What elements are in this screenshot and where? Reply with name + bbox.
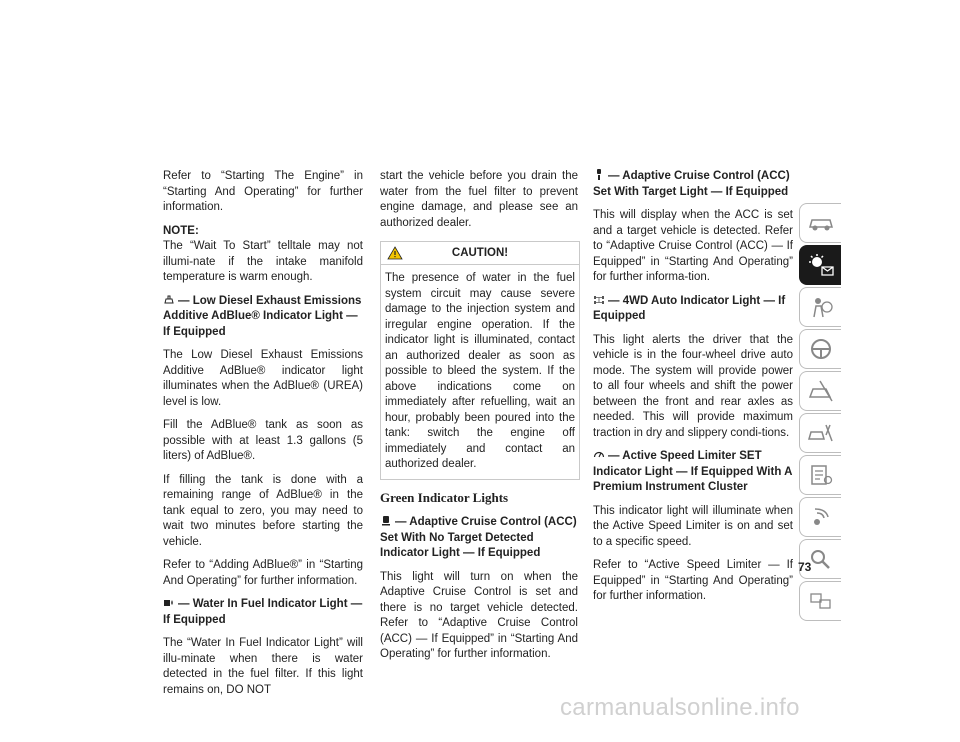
- section-title: Green Indicator Lights: [380, 489, 509, 505]
- paragraph: Fill the AdBlue® tank as soon as possible with at least 1.3 gallons (5 liters) of AdBlue®.: [163, 419, 363, 462]
- car-overview-icon: [806, 212, 836, 234]
- acc-target-icon: [593, 169, 605, 180]
- paragraph: Refer to “Active Speed Limiter — If Equipped” in “Starting And Operating” for further information.: [593, 559, 793, 602]
- paragraph: This will display when the ACC is set and a target vehicle is detected. Refer to “Adaptive Cruise Control (ACC) — If Equipped” in “Starting And Operating” for further informa-tion.: [593, 209, 793, 283]
- note-text: The “Wait To Start” telltale may not illumi-nate if the intake manifold temperature is warm enough.: [163, 240, 363, 283]
- dashboard-lights-icon: [806, 253, 836, 277]
- heading-acc-target: — Adaptive Cruise Control (ACC) Set With Target Light — If Equipped: [593, 170, 790, 198]
- heading-acc-no-target: — Adaptive Cruise Control (ACC) Set With No Target Detected Indicator Light — If Equipped: [380, 516, 577, 559]
- multimedia-icon: [806, 505, 836, 529]
- water-in-fuel-icon: [163, 597, 175, 608]
- heading-water-in-fuel: — Water In Fuel Indicator Light — If Equipped: [163, 598, 363, 626]
- 4wd-auto-icon: [593, 294, 605, 305]
- tab-safety[interactable]: [799, 287, 841, 327]
- caution-title: CAUTION!: [451, 247, 509, 259]
- paragraph: This indicator light will illuminate when the Active Speed Limiter is on and set to a specific speed.: [593, 504, 793, 548]
- heading-4wd-auto: — 4WD Auto Indicator Light — If Equipped: [593, 294, 786, 322]
- tab-car-overview[interactable]: [799, 203, 841, 243]
- steering-wheel-icon: [806, 337, 836, 361]
- column-right: [593, 169, 793, 613]
- paragraph: Refer to “Starting The Engine” in “Starting And Operating” for further information.: [163, 170, 363, 213]
- heading-adblue: — Low Diesel Exhaust Emissions Additive AdBlue® Indicator Light — If Equipped: [163, 294, 362, 338]
- tab-languages[interactable]: [799, 581, 841, 621]
- emergency-icon: [806, 379, 836, 403]
- caution-text: The presence of water in the fuel system circuit may cause severe damage to the injection system and irregular engine operation. If the indicator light is illuminated, contact an authorized dealer as soon as possible to bleed the system. If the above indications come on immediately after refuelling, wait an hour, probably been poured into the tank: switch the engine off immediately and contact an authorized dealer.: [385, 272, 575, 470]
- caution-box: [380, 241, 580, 480]
- tab-emergency[interactable]: [799, 371, 841, 411]
- caution-header: [381, 242, 579, 265]
- heading-speed-limiter: — Active Speed Limiter SET Indicator Light — If Equipped With A Premium Instrument Cluster: [593, 450, 792, 493]
- acc-no-target-icon: [380, 515, 392, 526]
- paragraph: This light will turn on when the Adaptive Cruise Control is set and there is no target vehicle detected. Refer to “Adaptive Cruise Control (ACC) — If Equipped” in “Starting And Operating” for further information.: [380, 570, 578, 660]
- column-middle: [380, 169, 578, 671]
- specifications-icon: [806, 463, 836, 487]
- watermark: carmanualsonline.info: [560, 694, 800, 721]
- languages-icon: [806, 589, 836, 613]
- note-label: NOTE:: [163, 224, 199, 237]
- tab-starting-operating[interactable]: [799, 329, 841, 369]
- safety-airbag-icon: [806, 295, 836, 319]
- paragraph: The Low Diesel Exhaust Emissions Additive AdBlue® indicator light illuminates when the AdBlue® (UREA) level is low.: [163, 349, 363, 408]
- servicing-icon: [806, 421, 836, 445]
- paragraph: This light alerts the driver that the vehicle is in the four-wheel drive auto mode. The system will provide power to all four wheels and shift the power between the front and rear axles as needed. This will provide maximum traction in dry and slippery condi-tions.: [593, 333, 793, 439]
- speed-limiter-icon: [593, 449, 605, 460]
- column-left: [163, 169, 363, 706]
- paragraph: Refer to “Adding AdBlue®” in “Starting And Operating” for further information.: [163, 559, 363, 587]
- adblue-icon: [163, 294, 175, 305]
- paragraph: start the vehicle before you drain the water from the fuel filter to prevent engine damage, and please see an authorized dealer.: [380, 170, 578, 229]
- tab-servicing[interactable]: [799, 413, 841, 453]
- tab-dashboard-lights[interactable]: [799, 245, 841, 285]
- paragraph: The “Water In Fuel Indicator Light” will illu-minate when there is water detected in the fuel filter. If this light remains on, DO NOT: [163, 637, 363, 696]
- tab-specifications[interactable]: [799, 455, 841, 495]
- page-number: 73: [798, 560, 812, 574]
- tab-multimedia[interactable]: [799, 497, 841, 537]
- paragraph: If filling the tank is done with a remaining range of AdBlue® in the tank equal to zero, you may need to wait two minutes before starting the vehicle.: [163, 473, 363, 548]
- warning-icon: [387, 246, 403, 260]
